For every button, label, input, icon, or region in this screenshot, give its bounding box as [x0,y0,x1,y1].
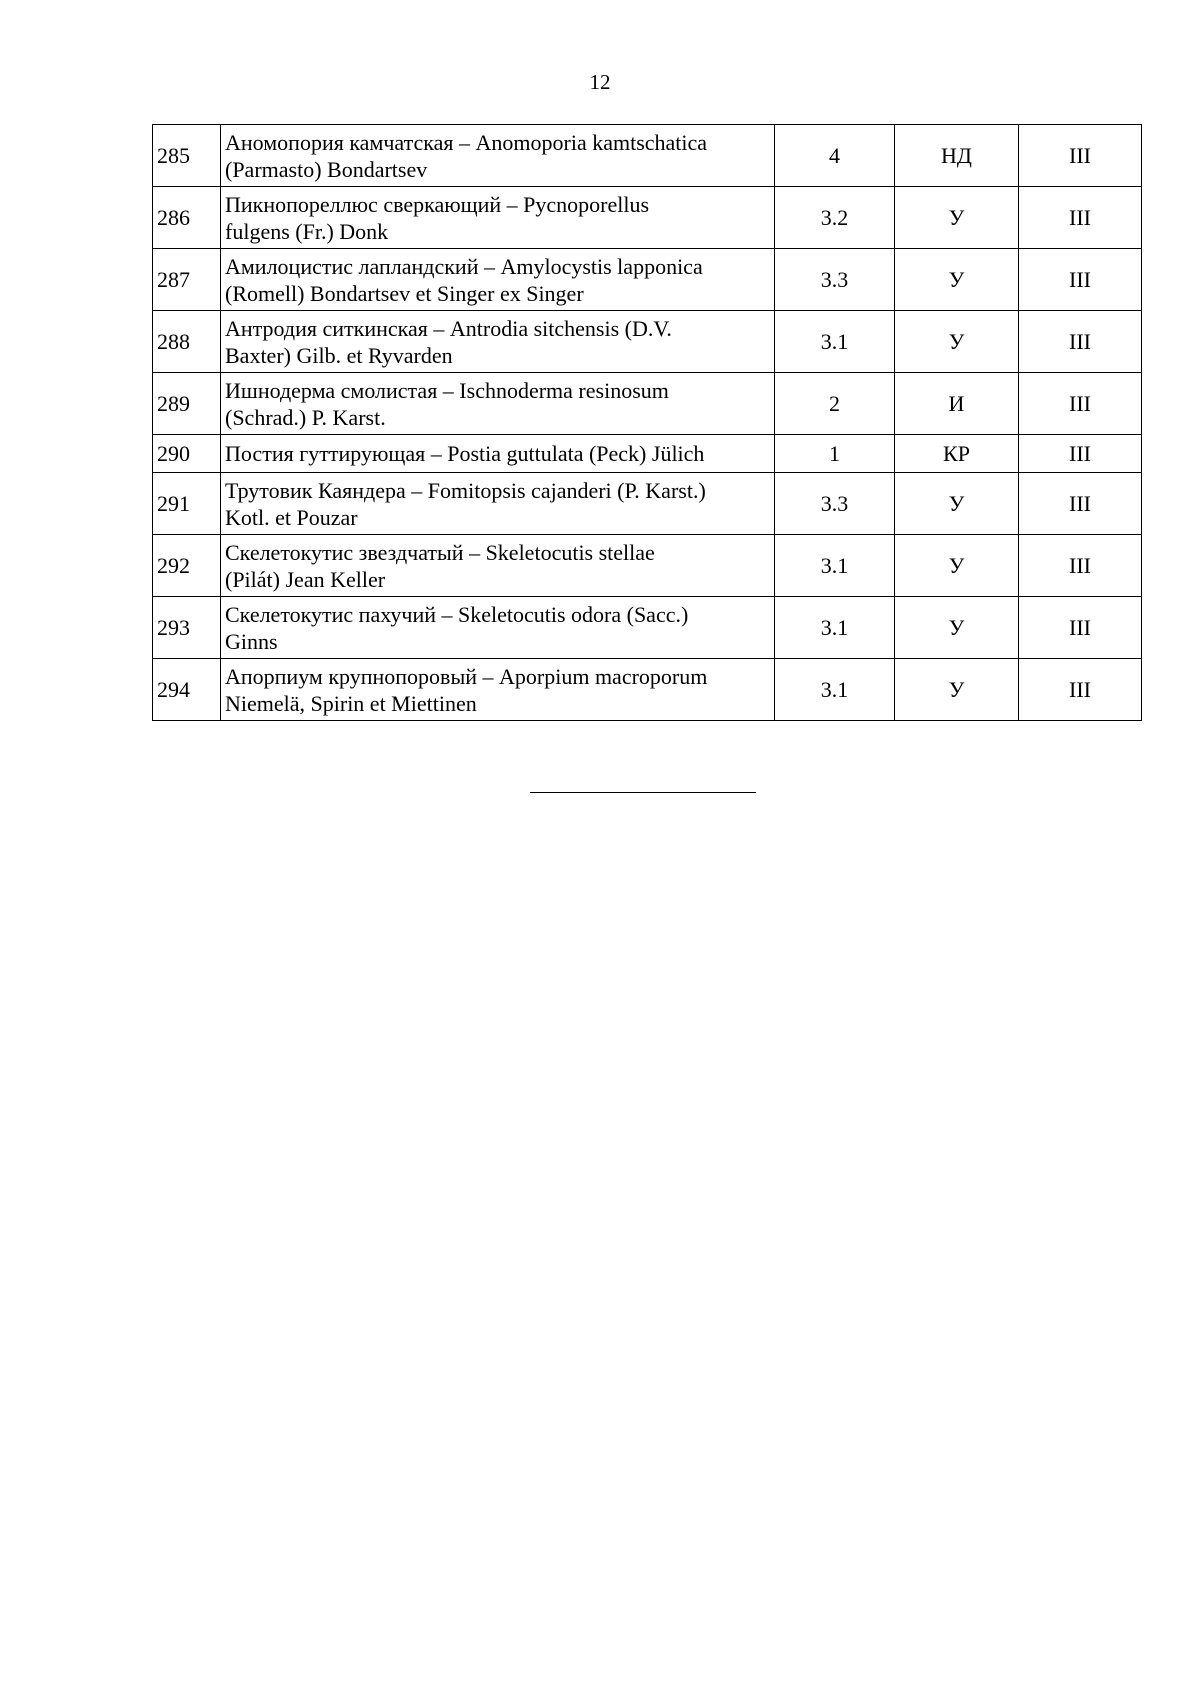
table-row [153,535,1142,597]
species-name-line-1: Антродия ситкинская – Antrodia sitchensis (D.V. [225,315,672,341]
species-name-line-2: (Romell) Bondartsev et Singer ex Singer [225,280,584,306]
species-name-line-1: Пикнопореллюс сверкающий – Pycnoporellus [225,191,650,217]
status-cell: И [895,373,1019,435]
list-cell: III [1019,659,1142,721]
species-name [221,311,775,373]
list-cell: III [1019,249,1142,311]
row-number: 292 [153,535,221,597]
species-table [152,124,1142,721]
species-name-line-2: (Pilát) Jean Keller [225,566,386,592]
status-cell: У [895,659,1019,721]
table-row [153,597,1142,659]
category-cell: 2 [775,373,895,435]
category-cell: 1 [775,435,895,473]
status-cell: У [895,249,1019,311]
row-number: 293 [153,597,221,659]
list-cell: III [1019,435,1142,473]
category-cell: 3.3 [775,473,895,535]
species-name [221,659,775,721]
table-row [153,311,1142,373]
species-name [221,373,775,435]
category-cell: 3.1 [775,311,895,373]
status-cell: У [895,311,1019,373]
species-name [221,535,775,597]
category-cell: 3.3 [775,249,895,311]
status-cell: У [895,187,1019,249]
row-number: 290 [153,435,221,473]
category-cell: 3.1 [775,597,895,659]
species-name [221,249,775,311]
species-name-line-2: Baxter) Gilb. et Ryvarden [225,342,453,368]
row-number: 285 [153,125,221,187]
row-number: 287 [153,249,221,311]
category-cell: 4 [775,125,895,187]
species-name-line-1: Постия гуттирующая – Postia guttulata (Peck) Jülich [225,441,705,466]
category-cell: 3.1 [775,659,895,721]
end-divider [530,792,756,793]
species-name-line-1: Аномопория камчатская – Anomoporia kamtschatica [225,129,708,155]
status-cell: НД [895,125,1019,187]
category-cell: 3.2 [775,187,895,249]
row-number: 289 [153,373,221,435]
page-number: 12 [589,70,611,94]
table-row [153,187,1142,249]
species-name [221,187,775,249]
list-cell: III [1019,597,1142,659]
species-name [221,473,775,535]
row-number: 294 [153,659,221,721]
row-number: 291 [153,473,221,535]
row-number: 286 [153,187,221,249]
status-cell: У [895,473,1019,535]
row-number: 288 [153,311,221,373]
species-name [221,435,775,473]
list-cell: III [1019,125,1142,187]
table-row [153,659,1142,721]
species-name [221,125,775,187]
species-name-line-1: Ишнодерма смолистая – Ischnoderma resinosum [225,377,669,403]
table-row [153,435,1142,473]
species-name-line-2: Niemelä, Spirin et Miettinen [225,690,477,716]
species-name-line-1: Амилоцистис лапландский – Amylocystis lapponica [225,253,703,279]
list-cell: III [1019,187,1142,249]
list-cell: III [1019,535,1142,597]
table-row [153,249,1142,311]
list-cell: III [1019,373,1142,435]
species-name-line-2: fulgens (Fr.) Donk [225,218,389,244]
table-row [153,125,1142,187]
table-row [153,373,1142,435]
status-cell: КР [895,435,1019,473]
species-name-line-1: Апорпиум крупнопоровый – Aporpium macroporum [225,663,708,689]
table-row [153,473,1142,535]
species-name-line-2: Kotl. et Pouzar [225,504,358,530]
species-name-line-1: Скелетокутис пахучий – Skeletocutis odora (Sacc.) [225,601,689,627]
species-name [221,597,775,659]
species-name-line-1: Трутовик Каяндера – Fomitopsis cajanderi (P. Karst.) [225,477,706,503]
species-name-line-2: (Parmasto) Bondartsev [225,156,428,182]
species-name-line-2: (Schrad.) P. Karst. [225,404,386,430]
category-cell: 3.1 [775,535,895,597]
status-cell: У [895,535,1019,597]
species-name-line-1: Скелетокутис звездчатый – Skeletocutis stellae [225,539,655,565]
list-cell: III [1019,311,1142,373]
status-cell: У [895,597,1019,659]
species-name-line-2: Ginns [225,628,278,654]
list-cell: III [1019,473,1142,535]
